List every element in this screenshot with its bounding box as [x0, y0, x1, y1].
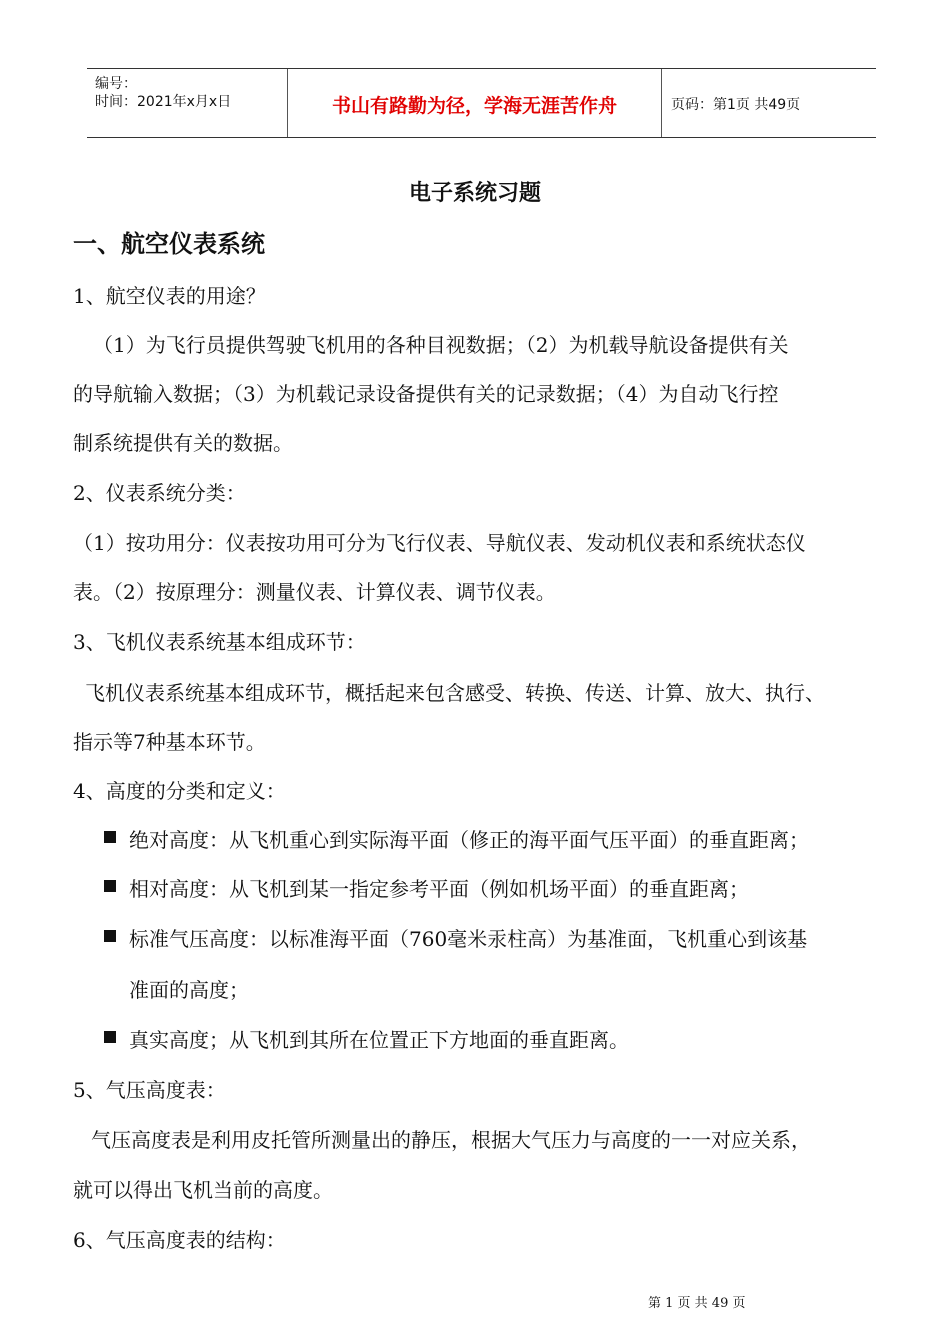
question-1: 1、航空仪表的用途？ — [73, 284, 266, 308]
header-motto-cell — [287, 69, 662, 137]
question-2: 2、仪表系统分类： — [73, 481, 246, 505]
question-3: 3、飞机仪表系统基本组成环节： — [73, 630, 366, 654]
question-6: 6、气压高度表的结构： — [73, 1228, 286, 1252]
header-left-cell — [87, 69, 287, 137]
answer-2-line-1: （1）按功用分：仪表按功用可分为飞行仪表、导航仪表、发动机仪表和系统状态仪 — [73, 531, 806, 555]
answer-5-line-1: 气压高度表是利用皮托管所测量出的静压，根据大气压力与高度的一一对应关系， — [91, 1128, 811, 1152]
document-title: 电子系统习题 — [408, 181, 541, 206]
motto: 书山有路勤为径，学海无涯苦作舟 — [331, 95, 617, 117]
answer-2-line-2: 表。（2）按原理分：测量仪表、计算仪表、调节仪表。 — [73, 580, 556, 604]
time-label: 时间：2021年x月x日 — [95, 94, 232, 110]
section-title: 一、航空仪表系统 — [73, 230, 265, 258]
header-table — [87, 68, 876, 138]
square-bullet-icon — [104, 831, 116, 843]
square-bullet-icon — [104, 930, 116, 942]
answer-1-line-1: （1）为飞行员提供驾驶飞机用的各种目视数据；（2）为机载导航设备提供有关 — [93, 333, 789, 357]
answer-1-line-3: 制系统提供有关的数据。 — [73, 431, 293, 455]
answer-3-line-2: 指示等7种基本环节。 — [73, 730, 266, 754]
question-5: 5、气压高度表： — [73, 1078, 226, 1102]
page-info: 页码：第1页 共49页 — [671, 97, 801, 113]
bullet-absolute-altitude: 绝对高度：从飞机重心到实际海平面（修正的海平面气压平面）的垂直距离； — [129, 828, 809, 852]
bullet-standard-pressure-altitude-line-2: 准面的高度； — [129, 978, 249, 1002]
page-footer: 第 1 页 共 49 页 — [648, 1296, 746, 1311]
square-bullet-icon — [104, 880, 116, 892]
bullet-relative-altitude: 相对高度：从飞机到某一指定参考平面（例如机场平面）的垂直距离； — [129, 877, 749, 901]
answer-1-line-2: 的导航输入数据；（3）为机载记录设备提供有关的记录数据；（4）为自动飞行控 — [73, 382, 779, 406]
bullet-standard-pressure-altitude-line-1: 标准气压高度：以标准海平面（760毫米汞柱高）为基准面，飞机重心到该基 — [129, 927, 808, 951]
header-right-cell — [661, 69, 876, 137]
question-4: 4、高度的分类和定义： — [73, 779, 286, 803]
number-label: 编号： — [95, 76, 137, 92]
answer-3-line-1: 飞机仪表系统基本组成环节，概括起来包含感受、转换、传送、计算、放大、执行、 — [85, 681, 825, 705]
square-bullet-icon — [104, 1031, 116, 1043]
answer-5-line-2: 就可以得出飞机当前的高度。 — [73, 1178, 333, 1202]
bullet-true-altitude: 真实高度；从飞机到其所在位置正下方地面的垂直距离。 — [129, 1028, 629, 1052]
